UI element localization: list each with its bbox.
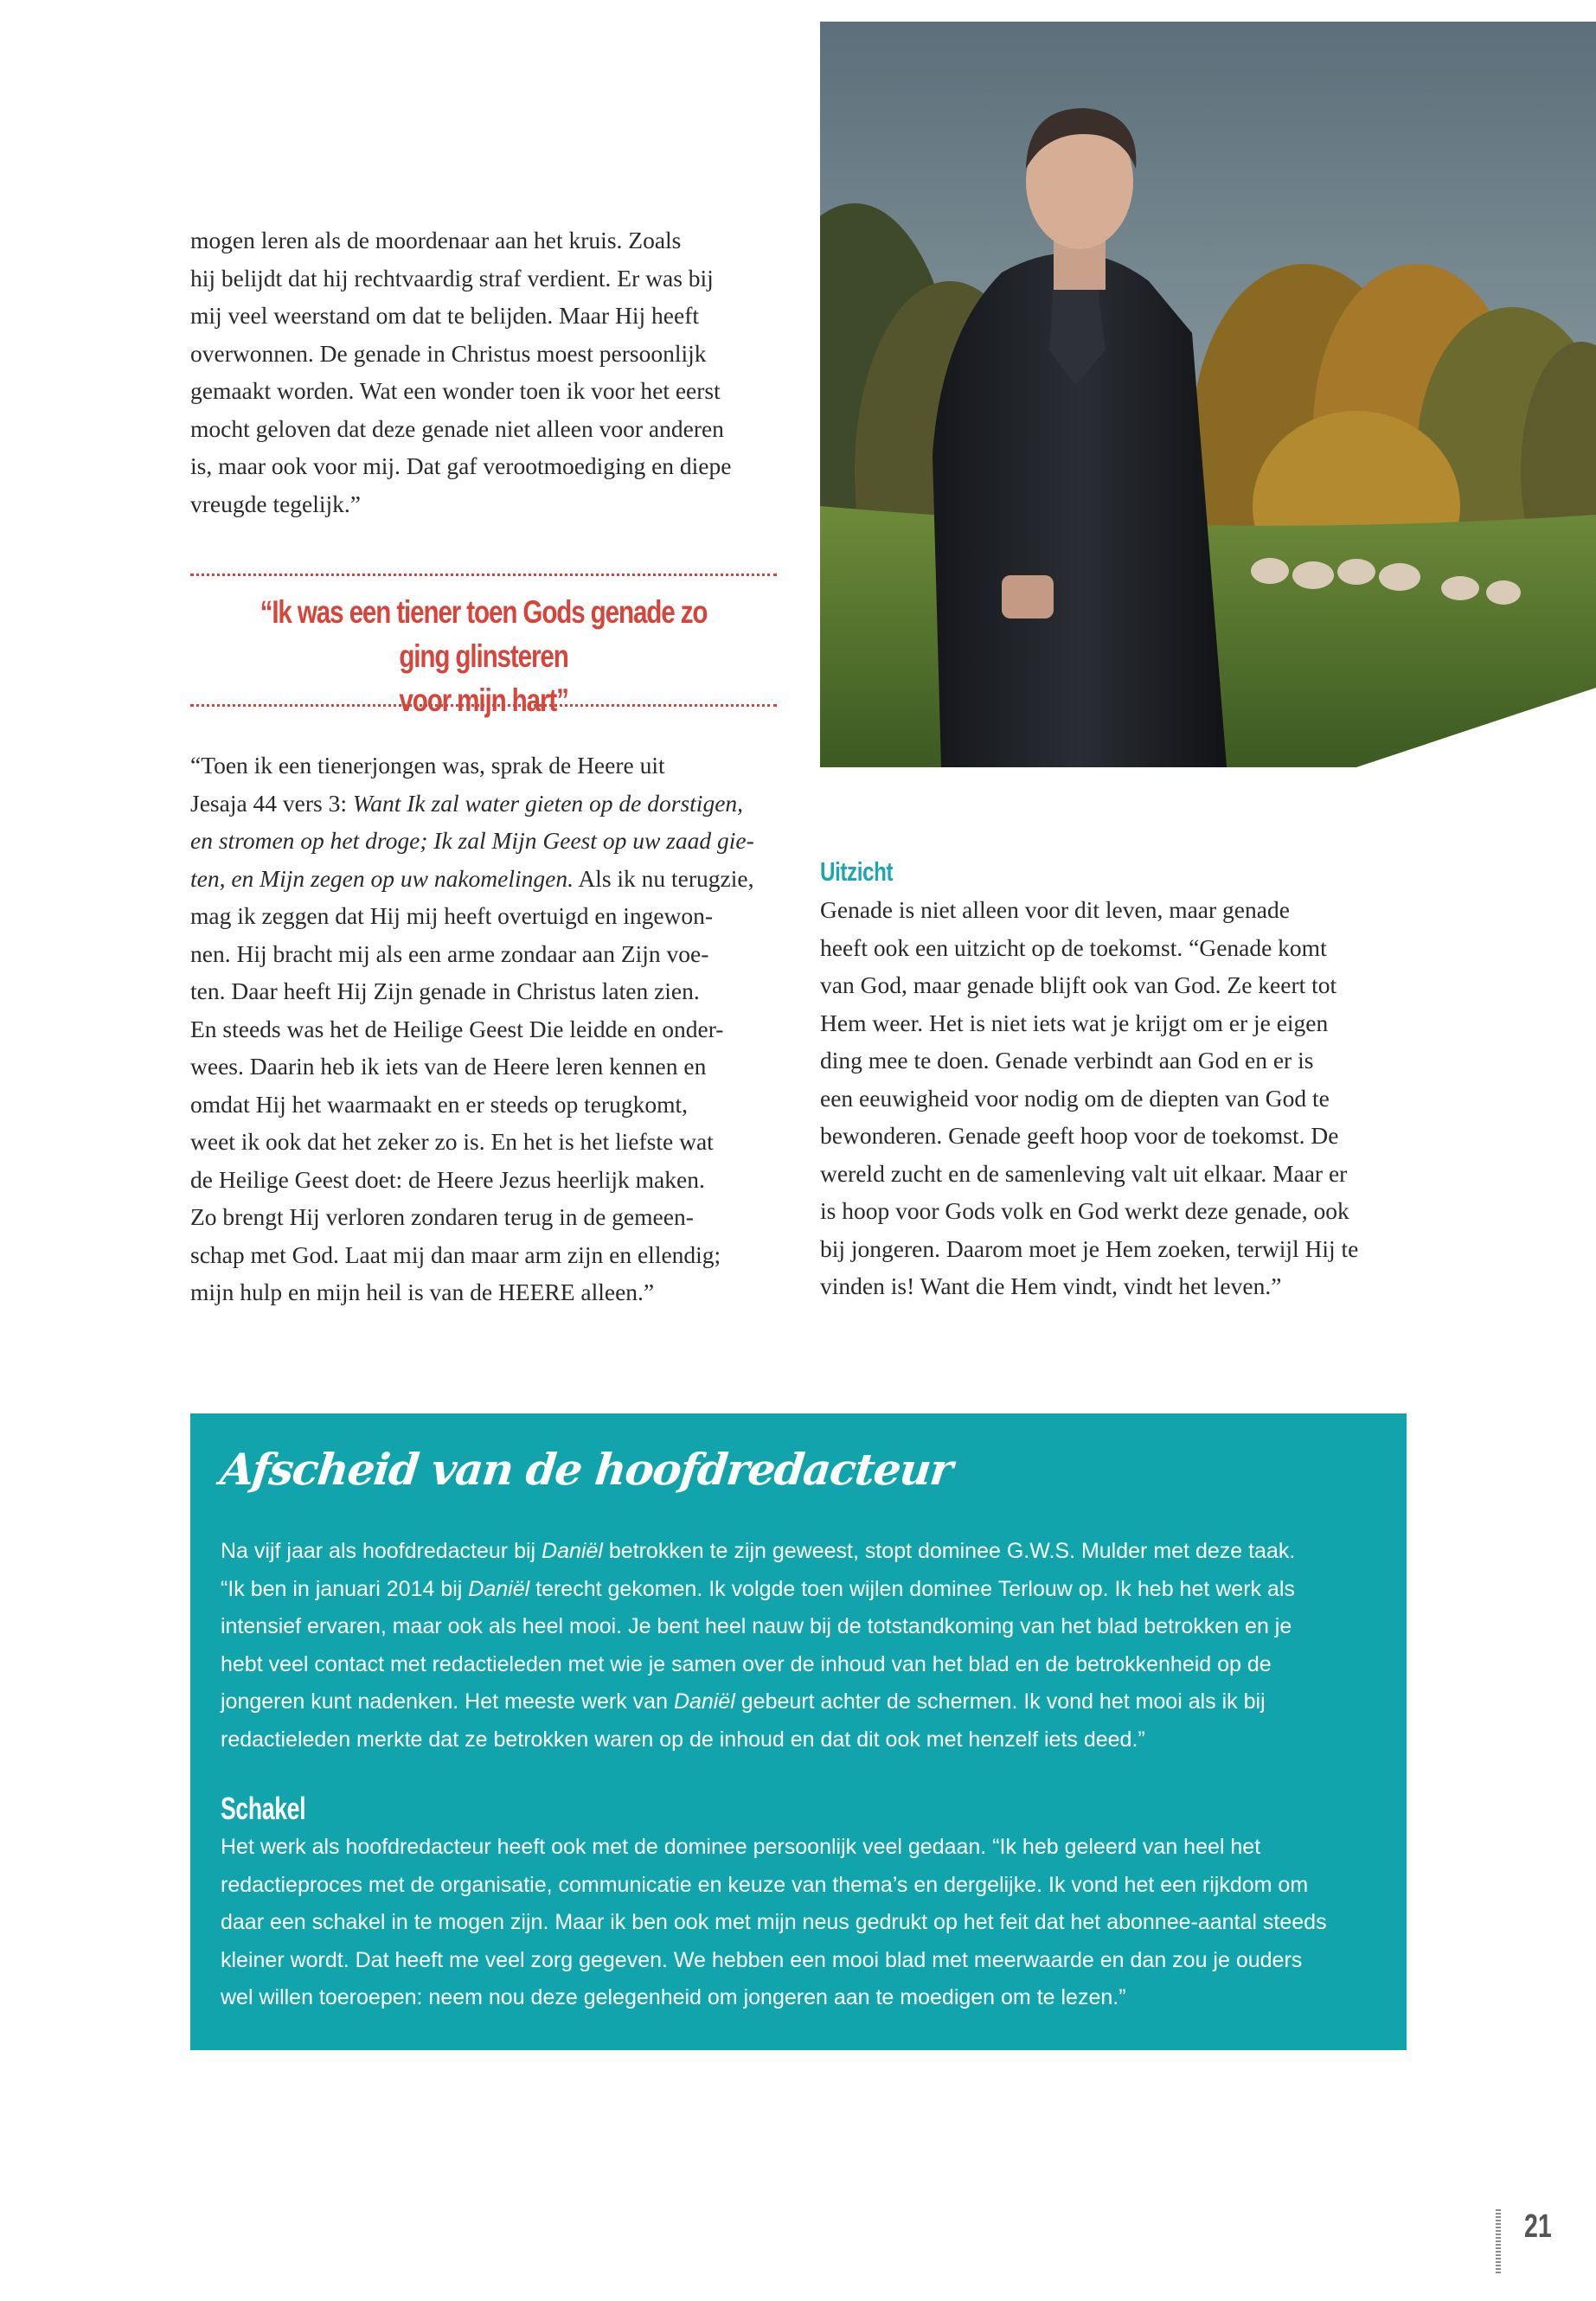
body-line: heeft ook een uitzicht op de toekomst. “Genade komt [820, 933, 1327, 961]
left-column-body [190, 747, 779, 1311]
magazine-name: Daniël [673, 1689, 735, 1714]
box-text: “Ik ben in januari 2014 bij [221, 1576, 469, 1601]
intro-line: is, maar ook voor mij. Dat gaf verootmoediging en diepe [190, 452, 732, 479]
pull-quote-bottom-rule [190, 704, 777, 707]
body-line: weet ik ook dat het zeker zo is. En het is het liefste wat [190, 1128, 714, 1155]
box-subheading: Schakel [221, 1791, 306, 1826]
schakel-paragraph [221, 1829, 1380, 2017]
body-line: van God, maar genade blijft ook van God. Ze keert tot [820, 971, 1337, 998]
body-line: nen. Hij bracht mij als een arme zondaar aan Zijn voe- [190, 939, 709, 967]
body-line: wees. Daarin heb ik iets van de Heere leren kennen en [190, 1053, 707, 1080]
pull-quote [190, 590, 777, 722]
page-number-rule [1496, 2209, 1501, 2275]
section-heading: Uitzicht [820, 856, 894, 887]
box-line [221, 1571, 1380, 1609]
intro-line: mij veel weerstand om dat te belijden. Maar Hij heeft [190, 302, 699, 329]
section-uitzicht [820, 855, 1408, 1305]
body-line: bij jongeren. Daarom moet je Hem zoeken, terwijl Hij te [820, 1234, 1359, 1262]
box-line [221, 1533, 1380, 1571]
pull-quote-line: “Ik was een tiener toen Gods genade zo ging glinsteren [260, 594, 708, 674]
box-line: daar een schakel in te mogen zijn. Maar ik ben ook met mijn neus gedrukt op het feit dat het abonnee-aantal steeds [221, 1910, 1327, 1934]
body-line: bewonderen. Genade geeft hoop voor de toekomst. De [820, 1122, 1339, 1149]
body-line: mag ik zeggen dat Hij mij heeft overtuigd en ingewon- [190, 902, 714, 929]
intro-line: mocht geloven dat deze genade niet alleen voor anderen [190, 414, 724, 442]
body-text: “Toen ik een tienerjongen was, sprak de Heere uit [190, 752, 665, 779]
magazine-name: Daniël [468, 1576, 530, 1601]
intro-paragraph [190, 221, 779, 522]
body-line: is hoop voor Gods volk en God werkt deze genade, ook [820, 1197, 1349, 1224]
box-line [221, 1683, 1380, 1721]
scripture-quote: en stromen op het droge; Ik zal Mijn Geest op uw zaad gie- [190, 827, 754, 854]
intro-line: overwonnen. De genade in Christus moest persoonlijk [190, 339, 707, 367]
body-line: En steeds was het de Heilige Geest Die leidde en onder- [190, 1015, 724, 1042]
body-line: schap met God. Laat mij dan maar arm zijn en ellendig; [190, 1240, 721, 1268]
box-text: gebeurt achter de schermen. Ik vond het mooi als ik bij [734, 1689, 1266, 1714]
body-line: wereld zucht en de samenleving valt uit elkaar. Maar er [820, 1159, 1348, 1187]
body-line: een eeuwigheid voor nodig om de diepten van God te [820, 1084, 1330, 1112]
body-text: Als ik nu terugzie, [573, 864, 754, 892]
farewell-box [190, 1413, 1407, 2050]
body-text: Jesaja 44 vers 3: [190, 789, 353, 817]
page-number: 21 [1524, 2208, 1552, 2245]
body-line: Hem weer. Het is niet iets wat je krijgt om er je eigen [820, 1009, 1329, 1036]
portrait-photo [820, 22, 1596, 767]
box-line: redactieproces met de organisatie, communicatie en keuze van thema’s en dergelijke. Ik vond het een rijkdom om [221, 1872, 1309, 1897]
box-line: intensief ervaren, maar ook als heel mooi. Je bent heel nauw bij de totstandkoming van het blad betrokken en je [221, 1614, 1292, 1638]
box-text: terecht gekomen. Ik volgde toen wijlen dominee Terlouw op. Ik heb het werk als [529, 1576, 1295, 1601]
scripture-quote: Want Ik zal water gieten op de dorstigen, [352, 789, 744, 817]
scripture-quote: ten, en Mijn zegen op uw nakomelingen. [190, 864, 574, 892]
body-line [190, 822, 779, 860]
intro-line: vreugde tegelijk.” [190, 490, 361, 517]
box-title: Afscheid van de hoofdredacteur [217, 1444, 955, 1495]
box-line: wel willen toeroepen: neem nou deze gelegenheid om jongeren aan te moedigen om te lezen.” [221, 1985, 1126, 2009]
right-column-body [820, 891, 1408, 1305]
magazine-name: Daniël [542, 1539, 603, 1563]
body-line [190, 785, 779, 823]
box-line: kleiner wordt. Dat heeft me veel zorg gegeven. We hebben een mooi blad met meerwaarde en dan zou je ouders [221, 1947, 1303, 1972]
portrait-illustration [820, 22, 1596, 767]
body-line: ding mee te doen. Genade verbindt aan God en er is [820, 1047, 1314, 1074]
box-line: hebt veel contact met redactieleden met wie je samen over de inhoud van het blad en de betrokkenheid op de [221, 1651, 1272, 1676]
intro-line: gemaakt worden. Wat een wonder toen ik voor het eerst [190, 377, 721, 404]
box-line: redactieleden merkte dat ze betrokken waren op de inhoud en dat dit ook met henzelf iets deed.” [221, 1727, 1145, 1752]
farewell-paragraph [221, 1533, 1380, 1759]
body-line: de Heilige Geest doet: de Heere Jezus heerlijk maken. [190, 1165, 705, 1193]
box-line: Het werk als hoofdredacteur heeft ook met de dominee persoonlijk veel gedaan. “Ik heb geleerd van heel het [221, 1835, 1261, 1859]
body-line: vinden is! Want die Hem vindt, vindt het leven.” [820, 1272, 1282, 1299]
body-line [190, 860, 779, 898]
box-text: betrokken te zijn geweest, stopt dominee G.W.S. Mulder met deze taak. [602, 1539, 1296, 1563]
body-line: mijn hulp en mijn heil is van de HEERE alleen.” [190, 1279, 655, 1305]
intro-line: mogen leren als de moordenaar aan het kruis. Zoals [190, 227, 682, 253]
body-line: Genade is niet alleen voor dit leven, maar genade [820, 896, 1290, 923]
body-line: omdat Hij het waarmaakt en er steeds op terugkomt, [190, 1090, 689, 1118]
box-text: jongeren kunt nadenken. Het meeste werk van [221, 1689, 674, 1714]
box-text: Na vijf jaar als hoofdredacteur bij [221, 1539, 542, 1563]
pull-quote-line: voor mijn hart” [399, 683, 568, 718]
body-line: ten. Daar heeft Hij Zijn genade in Christus laten zien. [190, 977, 700, 1004]
pull-quote-top-rule [190, 574, 777, 576]
body-line [190, 747, 779, 785]
intro-line: hij belijdt dat hij rechtvaardig straf verdient. Er was bij [190, 264, 714, 292]
body-line: Zo brengt Hij verloren zondaren terug in de gemeen- [190, 1203, 694, 1230]
